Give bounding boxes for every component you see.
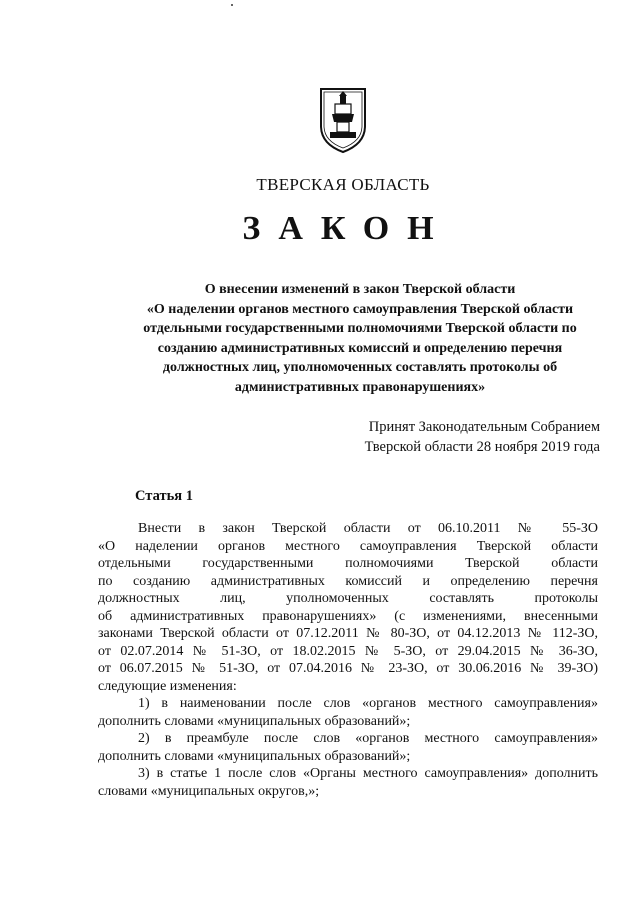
body-line: Внести в закон Тверской области от 06.10.2011 № 55-ЗО — [138, 521, 598, 536]
body-line: отдельными государственными полномочиями Тверской области — [98, 556, 598, 571]
scan-speck — [231, 4, 233, 6]
item-line: дополнить словами «муниципальных образований»; — [98, 748, 411, 764]
body-line: от 02.07.2014 № 51-ЗО, от 18.02.2015 № 5-ЗО, от 29.04.2015 № 36-ЗО, — [98, 643, 598, 659]
body-line: по созданию административных комиссий и определению перечня — [98, 573, 598, 589]
heading-line: отдельными государственными полномочиями Тверской области по — [143, 321, 577, 336]
heading-line: О внесении изменений в закон Тверской области — [204, 282, 516, 297]
body-line: «О наделении органов местного самоуправления Тверской области — [98, 538, 598, 554]
body-line: законами Тверской области от 07.12.2011 № 80-ЗО, от 04.12.2013 № 112-ЗО, — [98, 626, 598, 641]
body-line: должностных лиц, уполномоченных составлять протоколы — [98, 591, 598, 606]
item-line: 3) в статье 1 после слов «Органы местного самоуправления» дополнить — [138, 766, 598, 781]
body-line: от 06.07.2015 № 51-ЗО, от 07.04.2016 № 23-ЗО, от 30.06.2016 № 39-ЗО) — [98, 661, 598, 676]
heading-line: должностных лиц, уполномоченных составлять протоколы об — [162, 360, 558, 375]
adoption-line: Тверской области 28 ноября 2019 года — [364, 439, 600, 455]
item-line: 1) в наименовании после слов «органов местного самоуправления» — [138, 696, 598, 711]
item-line: словами «муниципальных округов,»; — [98, 783, 320, 799]
body-line: об административных правонарушениях» (с изменениями, внесенными — [98, 608, 598, 624]
heading-line: административных правонарушениях» — [234, 379, 486, 395]
item-line: дополнить словами «муниципальных образований»; — [98, 713, 411, 729]
heading-line: «О наделении органов местного самоуправления Тверской области — [146, 301, 574, 317]
region-name: ТВЕРСКАЯ ОБЛАСТЬ — [256, 175, 430, 194]
article-title: Статья 1 — [135, 488, 193, 504]
heading-line: созданию административных комиссий и определению перечня — [157, 340, 563, 356]
tver-coat-of-arms-icon — [318, 86, 368, 154]
item-line: 2) в преамбуле после слов «органов местного самоуправления» — [138, 731, 598, 746]
document-type-title: ЗАКОН — [242, 210, 452, 247]
adoption-line: Принят Законодательным Собранием — [368, 419, 600, 435]
article-body — [98, 520, 598, 800]
law-heading — [100, 280, 620, 397]
adoption-note — [365, 417, 600, 457]
body-line: следующие изменения: — [98, 678, 237, 694]
